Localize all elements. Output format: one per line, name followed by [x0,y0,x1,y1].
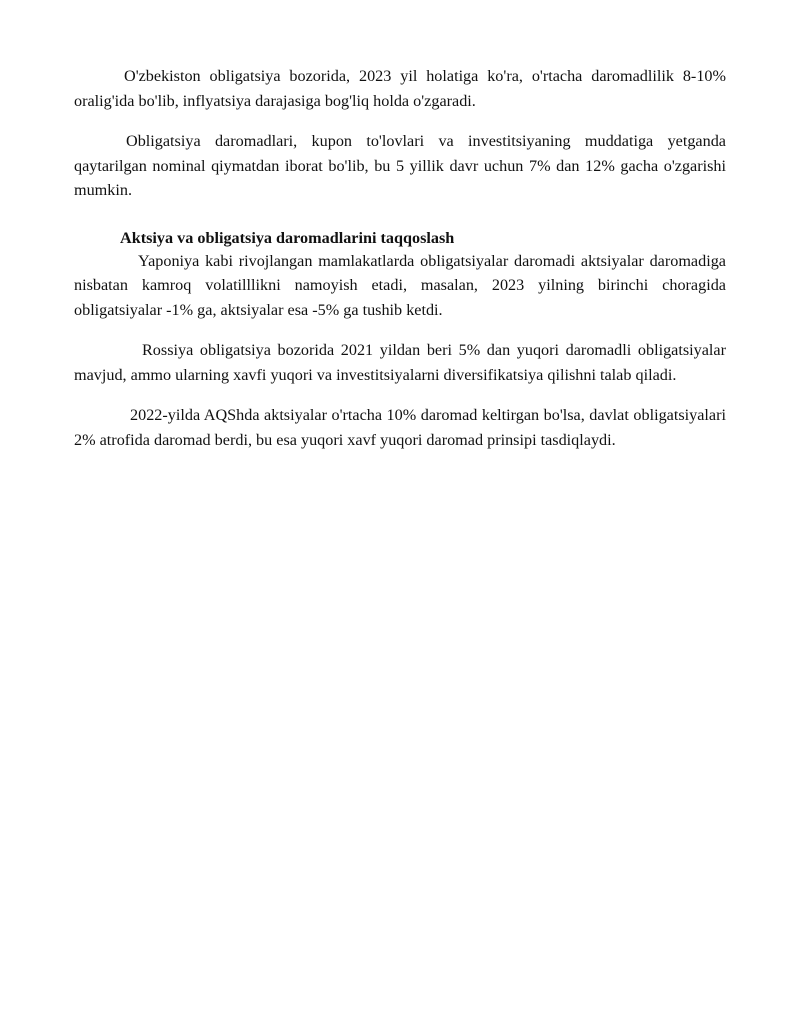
document-page [74,64,726,468]
paragraph-russia-bond-market: Rossiya obligatsiya bozorida 2021 yildan beri 5% dan yuqori daromadli obligatsiyalar mavjud, ammo ularning xavfi yuqori va investitsiyalarni diversifikatsiya qilishni talab qiladi. [74,341,726,384]
section-heading: Aktsiya va obligatsiya daromadlarini taqqoslash [120,228,455,247]
paragraph-usa-returns: 2022-yilda AQShda aktsiyalar o'rtacha 10% daromad keltirgan bo'lsa, davlat obligatsiyalari 2% atrofida daromad berdi, bu esa yuqori xavf yuqori daromad prinsipi tasdiqlaydi. [74,406,726,449]
paragraph-bond-income-components: Obligatsiya daromadlari, kupon to'lovlari va investitsiyaning muddatiga yetganda qaytarilgan nominal qiymatdan iborat bo'lib, bu 5 yillik davr uchun 7% dan 12% gacha o'zgarishi mumkin. [74,132,726,199]
paragraph-uzbekistan-bond-yield: O'zbekiston obligatsiya bozorida, 2023 yil holatiga ko'ra, o'rtacha daromadlilik 8-10% oralig'ida bo'lib, inflyatsiya darajasiga bog'liq holda o'zgaradi. [74,67,726,110]
paragraph-japan-comparison: Yaponiya kabi rivojlangan mamlakatlarda obligatsiyalar daromadi aktsiyalar daromadiga nisbatan kamroq volatilllikni namoyish etadi, masalan, 2023 yilning birinchi choragida obligatsiyalar -1% ga, aktsiyalar esa -5% ga tushib ketdi. [74,251,726,319]
